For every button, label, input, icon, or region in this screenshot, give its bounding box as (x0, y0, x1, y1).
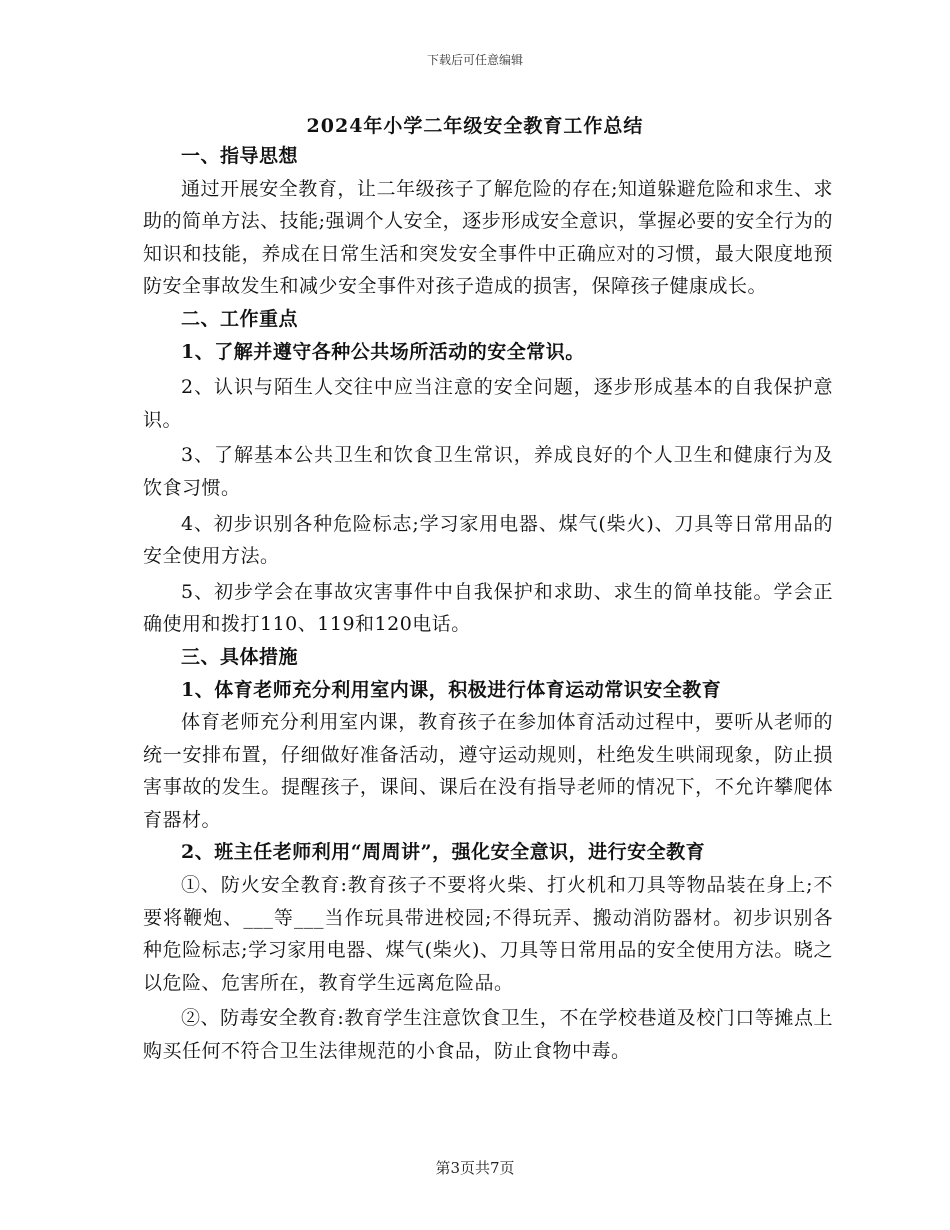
measures-paragraph-fire-safety: ①、防火安全教育:教育孩子不要将火柴、打火机和刀具等物品装在身上;不要将鞭炮、___等___当作玩具带进校园;不得玩弄、搬动消防器材。初步识别各种危险标志;学习家用电器、煤气(柴火)、刀具等日常用品的安全使用方法。晓之以危险、危害所在，教育学生远离危险品。 (143, 874, 833, 994)
document-title: 2024年小学二年级安全教育工作总结 (306, 115, 644, 137)
measures-subheading-2: 2、班主任老师利用“周周讲”，强化安全意识，进行安全教育 (181, 841, 706, 864)
measures-subheading-1: 1、体育老师充分利用室内课，积极进行体育运动常识安全教育 (181, 678, 722, 701)
page-number: 第3页共7页 (435, 1159, 515, 1177)
document-body (143, 140, 833, 1068)
header-note: 下载后可任意编辑 (426, 53, 523, 67)
work-focus-item-1: 1、了解并遵守各种公共场所活动的安全常识。 (181, 340, 585, 363)
work-focus-item-2: 2、认识与陌生人交往中应当注意的安全问题，逐步形成基本的自我保护意识。 (143, 376, 833, 431)
work-focus-item-4: 4、初步识别各种危险标志;学习家用电器、煤气(柴火)、刀具等日常用品的安全使用方法。 (143, 512, 833, 568)
section-heading-measures: 三、具体措施 (181, 645, 299, 668)
section-heading-guiding-thought: 一、指导思想 (181, 145, 299, 167)
work-focus-item-3: 3、了解基本公共卫生和饮食卫生常识，养成良好的个人卫生和健康行为及饮食习惯。 (143, 444, 833, 499)
paragraph-guiding-thought: 通过开展安全教育，让二年级孩子了解危险的存在;知道躲避危险和求生、求助的简单方法、技能;强调个人安全，逐步形成安全意识，掌握必要的安全行为的知识和技能，养成在日常生活和突发安全事件中正确应对的习惯，最大限度地预防安全事故发生和减少安全事件对孩子造成的损害，保障孩子健康成长。 (143, 177, 833, 298)
measures-paragraph-1: 体育老师充分利用室内课，教育孩子在参加体育活动过程中，要听从老师的统一安排布置，仔细做好准备活动，遵守运动规则，杜绝发生哄闹现象，防止损害事故的发生。提醒孩子，课间、课后在没有指导老师的情况下，不允许攀爬体育器材。 (143, 711, 833, 831)
section-heading-work-focus: 二、工作重点 (181, 307, 299, 330)
work-focus-item-5: 5、初步学会在事故灾害事件中自我保护和求助、求生的简单技能。学会正确使用和拨打110、119和120电话。 (143, 580, 833, 636)
measures-paragraph-poison-safety: ②、防毒安全教育:教育学生注意饮食卫生，不在学校巷道及校门口等摊点上购买任何不符合卫生法律规范的小食品，防止食物中毒。 (143, 1007, 833, 1063)
